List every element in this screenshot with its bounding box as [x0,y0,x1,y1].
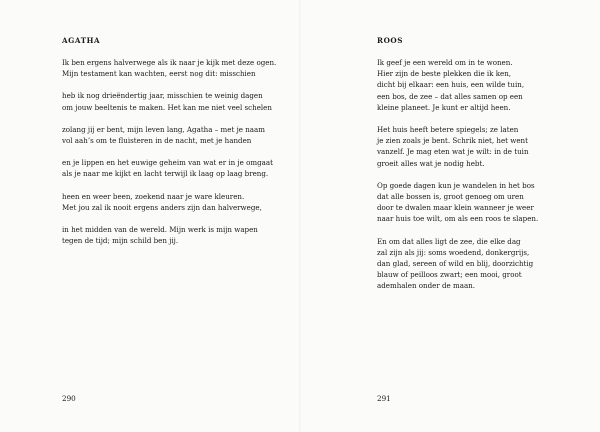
stanza [62,157,292,179]
verse-line: zolang jij er bent, mijn leven lang, Agatha – met je naam [62,124,265,134]
verse-line: Het huis heeft betere spiegels; ze laten [377,125,519,135]
verse-line: Met jou zal ik nooit ergens anders zijn dan halverwege, [62,202,262,212]
verse-line: Ik geef je een wereld om in te wonen. [377,58,513,67]
verse-line: dan glad, sereen of wild en blij, doorzichtig [377,259,534,269]
poem-body [62,57,292,257]
verse-line: ademhalen onder de maan. [377,281,476,291]
verse-line: heen en weer been, zoekend naar je ware kleuren. [62,191,245,201]
verse-line: in het midden van de wereld. Mijn werk is mijn wapen [62,225,258,235]
verse-line: vol aah’s om te fluisteren in de nacht, met je handen [62,136,252,146]
verse-line: heb ik nog drieëndertig jaar, misschien te weinig dagen [62,91,263,101]
verse-line: Mijn testament kan wachten, eerst nog dit: misschien [62,69,256,79]
stanza [62,191,292,213]
poem-body [377,57,577,303]
page-number: 291 [377,394,391,403]
verse-line: kleine planeet. Je kunt er altijd heen. [377,102,511,112]
verse-line: een bos, de zee – dat alles samen op een [377,91,523,101]
poem-title: ROOS [377,36,404,45]
verse-line: tegen de tijd; mijn schild ben jij. [62,236,179,246]
stanza [377,57,577,113]
poem-title: AGATHA [62,36,101,45]
verse-line: dicht bij elkaar: een huis, een wilde tuin, [377,80,525,90]
verse-line: Op goede dagen kun je wandelen in het bos [377,180,535,190]
verse-line: naar huis toe wilt, om als een roos te slapen. [377,214,539,224]
stanza [62,90,292,112]
verse-line: vanzelf. Je mag eten wat je wilt: in de tuin [377,147,529,157]
verse-line: door te dwalen maar klein wanneer je weer [377,203,534,213]
verse-line: En om dat alles ligt de zee, die elke dag [377,236,521,246]
stanza [62,224,292,246]
verse-line: om jouw beeltenis te maken. Het kan me niet veel schelen [62,102,272,112]
verse-line: dat alle bossen is, groot genoeg om uren [377,192,524,202]
verse-line: als je naar me kijkt en lacht terwijl ik laag op laag breng. [62,169,269,179]
verse-line: Ik ben ergens halverwege als ik naar je kijk met deze ogen. [62,58,277,67]
stanza [377,180,577,225]
stanza [377,236,577,292]
stanza [377,124,577,169]
page-number: 290 [62,394,76,403]
verse-line: je zien zoals je bent. Schrik niet, het went [377,136,528,146]
right-page [300,0,600,432]
verse-line: blauw of peilloos zwart; een mooi, groot [377,270,522,280]
stanza [62,57,292,79]
verse-line: en je lippen en het euwige geheim van wat er in je omgaat [62,158,273,168]
verse-line: Hier zijn de beste plekken die ik ken, [377,69,512,79]
verse-line: groeit alles wat je nodig hebt. [377,158,485,168]
stanza [62,124,292,146]
verse-line: zal zijn als jij: soms woedend, donkergrijs, [377,247,530,257]
